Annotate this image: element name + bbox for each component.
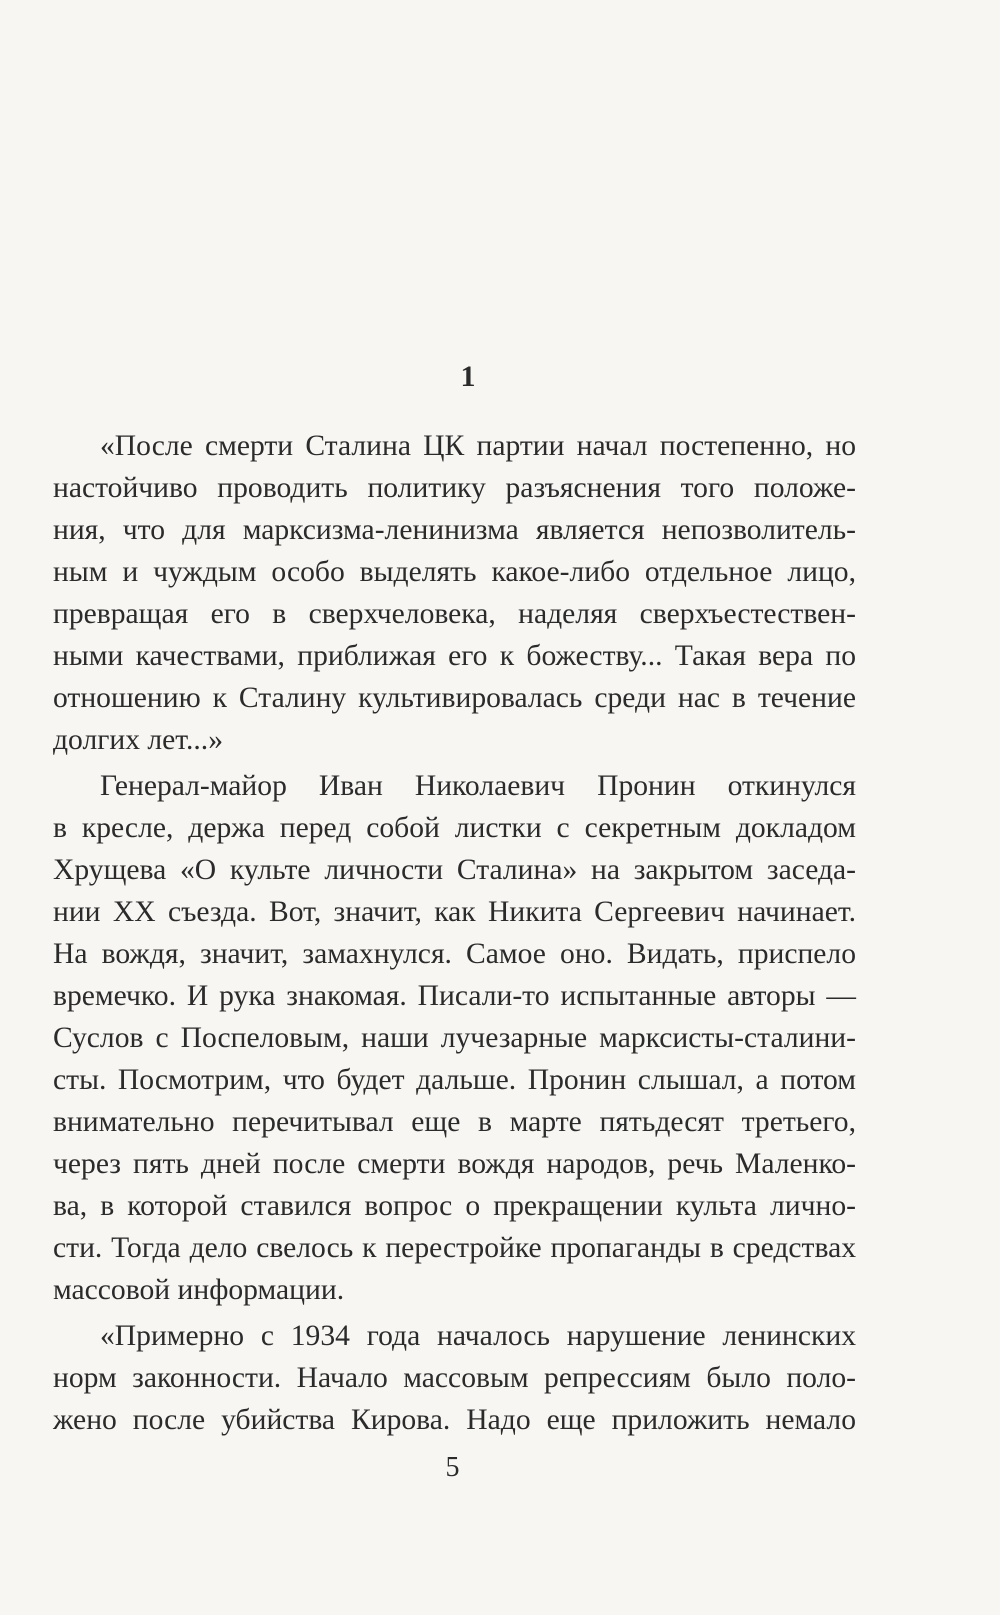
text-line: жено после убийства Кирова. Надо еще приложить немало bbox=[53, 1404, 856, 1436]
chapter-number: 1 bbox=[460, 360, 476, 393]
text-line: превращая его в сверхчеловека, наделяя сверхъестествен- bbox=[53, 598, 856, 630]
text-line: сты. Посмотрим, что будет дальше. Пронин слышал, а потом bbox=[53, 1064, 856, 1096]
text-line: в кресле, держа перед собой листки с секретным докладом bbox=[53, 812, 856, 844]
text-line: долгих лет...» bbox=[53, 724, 224, 756]
text-line: через пять дней после смерти вождя народов, речь Маленко- bbox=[53, 1148, 856, 1180]
text-line: «Примерно с 1934 года началось нарушение ленинских bbox=[100, 1320, 856, 1352]
paragraph-3 bbox=[53, 1315, 856, 1441]
text-line: Генерал-майор Иван Николаевич Пронин откинулся bbox=[100, 770, 856, 802]
body-text bbox=[53, 425, 856, 1441]
page-number: 5 bbox=[445, 1452, 460, 1483]
paragraph-2 bbox=[53, 765, 856, 1311]
text-line: ва, в которой ставился вопрос о прекращении культа лично- bbox=[53, 1190, 856, 1222]
text-line: Хрущева «О культе личности Сталина» на закрытом заседа- bbox=[53, 854, 856, 886]
text-line: норм законности. Начало массовым репрессиям было поло- bbox=[53, 1362, 856, 1394]
text-line: внимательно перечитывал еще в марте пятьдесят третьего, bbox=[53, 1106, 856, 1138]
text-line: нии XX съезда. Вот, значит, как Никита Сергеевич начинает. bbox=[53, 896, 856, 928]
text-line: Суслов с Поспеловым, наши лучезарные марксисты-сталини- bbox=[53, 1022, 856, 1054]
text-line: ными качествами, приближая его к божеству... Такая вера по bbox=[53, 640, 856, 672]
text-line: ния, что для марксизма-ленинизма является непозволитель- bbox=[53, 514, 856, 546]
text-line: На вождя, значит, замахнулся. Самое оно. Видать, приспело bbox=[53, 938, 856, 970]
text-line: отношению к Сталину культивировалась среди нас в течение bbox=[53, 682, 856, 714]
text-line: ным и чуждым особо выделять какое-либо отдельное лицо, bbox=[53, 556, 856, 588]
text-line: «После смерти Сталина ЦК партии начал постепенно, но bbox=[100, 430, 856, 462]
text-line: настойчиво проводить политику разъяснения того положе- bbox=[53, 472, 856, 504]
text-line: времечко. И рука знакомая. Писали-то испытанные авторы — bbox=[53, 980, 856, 1012]
text-line: массовой информации. bbox=[53, 1274, 345, 1306]
text-line: сти. Тогда дело свелось к перестройке пропаганды в средствах bbox=[53, 1232, 856, 1264]
paragraph-1 bbox=[53, 425, 856, 761]
